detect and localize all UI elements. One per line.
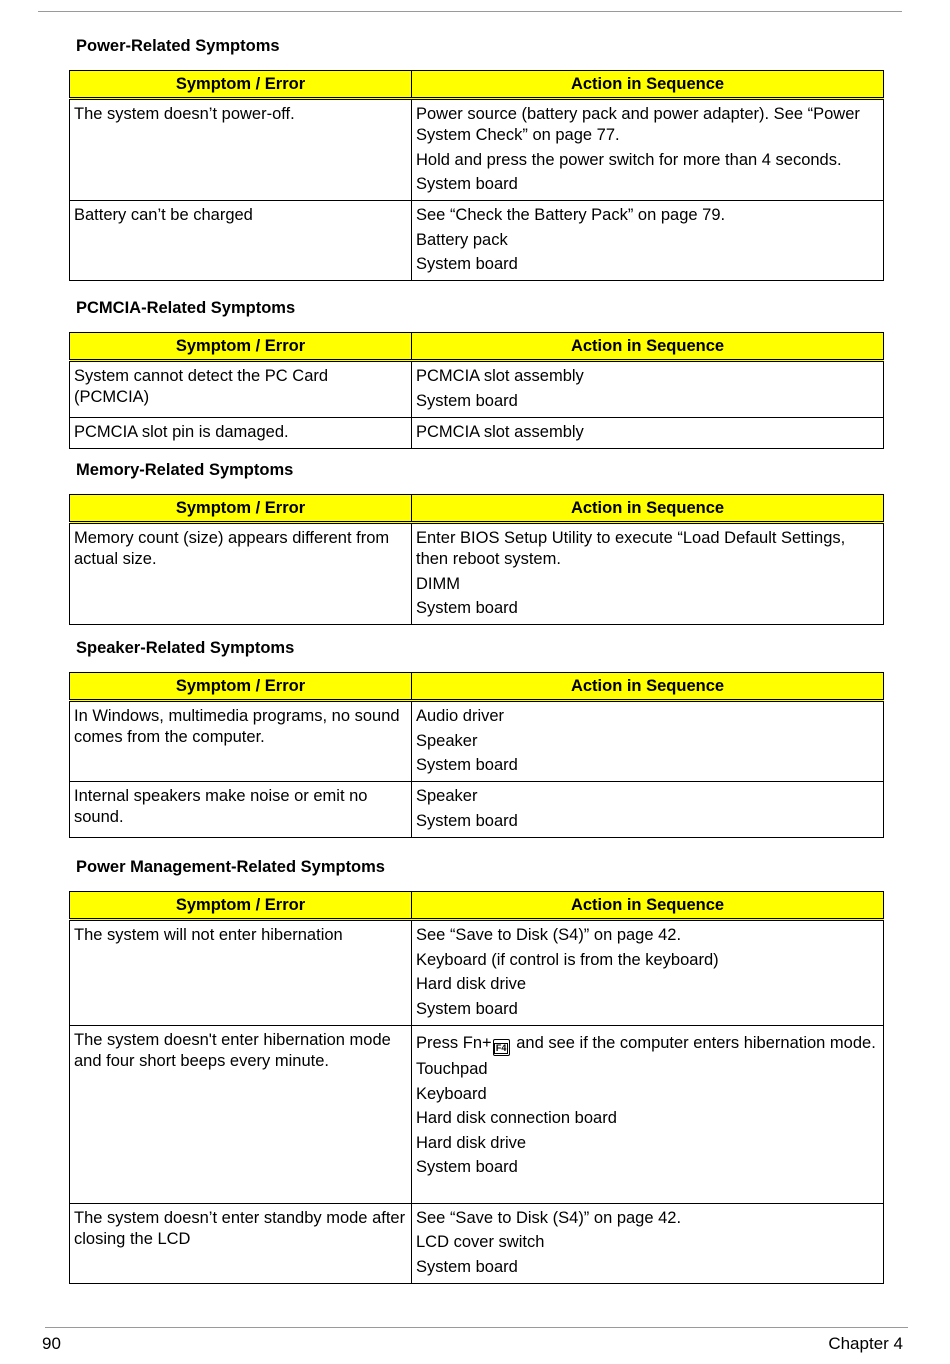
symptom-cell: The system doesn’t power-off.: [70, 99, 412, 201]
chapter-label: Chapter 4: [828, 1334, 903, 1353]
action-item: Speaker: [416, 731, 478, 750]
action-cell: [412, 417, 884, 448]
symptom-cell: Memory count (size) appears different from actual size.: [70, 523, 412, 625]
symptom-cell: The system doesn’t enter standby mode after closing the LCD: [70, 1203, 412, 1283]
action-item: System board: [416, 391, 518, 410]
column-header-action: Action in Sequence: [412, 673, 884, 701]
action-item: System board: [416, 255, 518, 273]
table-row: [70, 1203, 884, 1283]
action-item: Hold and press the power switch for more than 4 seconds.: [416, 150, 842, 169]
action-item: System board: [416, 599, 518, 617]
table-row: [70, 417, 884, 448]
action-item: LCD cover switch: [416, 1233, 545, 1251]
column-header-symptom: Symptom / Error: [70, 333, 412, 361]
action-item: System board: [416, 1257, 518, 1276]
symptom-cell: The system doesn't enter hibernation mode and four short beeps every minute.: [70, 1025, 412, 1203]
table-row: [70, 361, 884, 418]
action-cell: [412, 201, 884, 281]
table-row: [70, 99, 884, 201]
action-item: Hard disk drive: [416, 975, 527, 993]
action-item: Enter BIOS Setup Utility to execute “Load Default Settings, then reboot system.: [416, 529, 846, 568]
action-cell: [412, 782, 884, 838]
symptom-cell: System cannot detect the PC Card (PCMCIA): [70, 361, 412, 418]
action-item: Hard disk drive: [416, 1133, 527, 1152]
page-number: 90: [42, 1334, 61, 1353]
column-header-action: Action in Sequence: [412, 333, 884, 361]
f4-key-icon: F4: [493, 1039, 510, 1056]
action-item: See “Save to Disk (S4)” on page 42.: [416, 926, 682, 944]
symptom-cell: The system will not enter hibernation: [70, 920, 412, 1026]
section-heading-memory: Memory-Related Symptoms: [76, 461, 294, 479]
table-row: [70, 701, 884, 782]
action-item: See “Save to Disk (S4)” on page 42.: [416, 1208, 682, 1227]
memory-symptoms-table: [69, 494, 884, 625]
symptom-cell: Battery can’t be charged: [70, 201, 412, 281]
action-item: PCMCIA slot assembly: [416, 422, 584, 441]
press-fn-prefix: Press Fn+: [416, 1033, 492, 1052]
pcmcia-symptoms-table: [69, 332, 884, 449]
symptom-cell: PCMCIA slot pin is damaged.: [70, 417, 412, 448]
action-item: See “Check the Battery Pack” on page 79.: [416, 206, 726, 224]
action-item-press-fn: [416, 1033, 879, 1056]
action-item: Speaker: [416, 787, 478, 805]
column-header-symptom: Symptom / Error: [70, 892, 412, 920]
speaker-symptoms-table: [69, 672, 884, 838]
action-item: Touchpad: [416, 1060, 488, 1078]
action-item: Hard disk connection board: [416, 1109, 617, 1127]
table-row: [70, 1025, 884, 1203]
action-item: Audio driver: [416, 707, 505, 725]
action-cell: [412, 1203, 884, 1283]
section-heading-power: Power-Related Symptoms: [76, 37, 280, 55]
power-symptoms-table: [69, 70, 884, 281]
top-rule: [38, 11, 902, 12]
action-cell: [412, 523, 884, 625]
action-item: PCMCIA slot assembly: [416, 367, 584, 385]
action-cell: [412, 920, 884, 1026]
action-cell: [412, 361, 884, 418]
symptom-cell: Internal speakers make noise or emit no sound.: [70, 782, 412, 838]
action-item: Keyboard (if control is from the keyboard): [416, 950, 719, 969]
column-header-symptom: Symptom / Error: [70, 673, 412, 701]
column-header-action: Action in Sequence: [412, 71, 884, 99]
table-row: [70, 523, 884, 625]
action-item: System board: [416, 1158, 518, 1176]
action-cell: [412, 701, 884, 782]
section-heading-speaker: Speaker-Related Symptoms: [76, 639, 295, 657]
action-item: Keyboard: [416, 1084, 487, 1103]
action-cell: [412, 1025, 884, 1203]
column-header-action: Action in Sequence: [412, 892, 884, 920]
section-heading-power-management: Power Management-Related Symptoms: [76, 858, 385, 876]
action-item: Battery pack: [416, 230, 508, 249]
action-item: Power source (battery pack and power adapter). See “Power System Check” on page 77.: [416, 105, 860, 144]
column-header-action: Action in Sequence: [412, 495, 884, 523]
power-management-symptoms-table: [69, 891, 884, 1284]
action-item: System board: [416, 175, 518, 193]
section-heading-pcmcia: PCMCIA-Related Symptoms: [76, 299, 296, 317]
table-row: [70, 201, 884, 281]
column-header-symptom: Symptom / Error: [70, 71, 412, 99]
action-cell: [412, 99, 884, 201]
action-item: System board: [416, 811, 518, 830]
action-item: System board: [416, 756, 518, 774]
column-header-symptom: Symptom / Error: [70, 495, 412, 523]
action-item: DIMM: [416, 574, 460, 593]
table-row: [70, 782, 884, 838]
action-item: System board: [416, 999, 518, 1018]
symptom-cell: In Windows, multimedia programs, no sound comes from the computer.: [70, 701, 412, 782]
table-row: [70, 920, 884, 1026]
bottom-rule: [45, 1327, 908, 1328]
press-fn-suffix: and see if the computer enters hibernation mode.: [511, 1033, 876, 1052]
